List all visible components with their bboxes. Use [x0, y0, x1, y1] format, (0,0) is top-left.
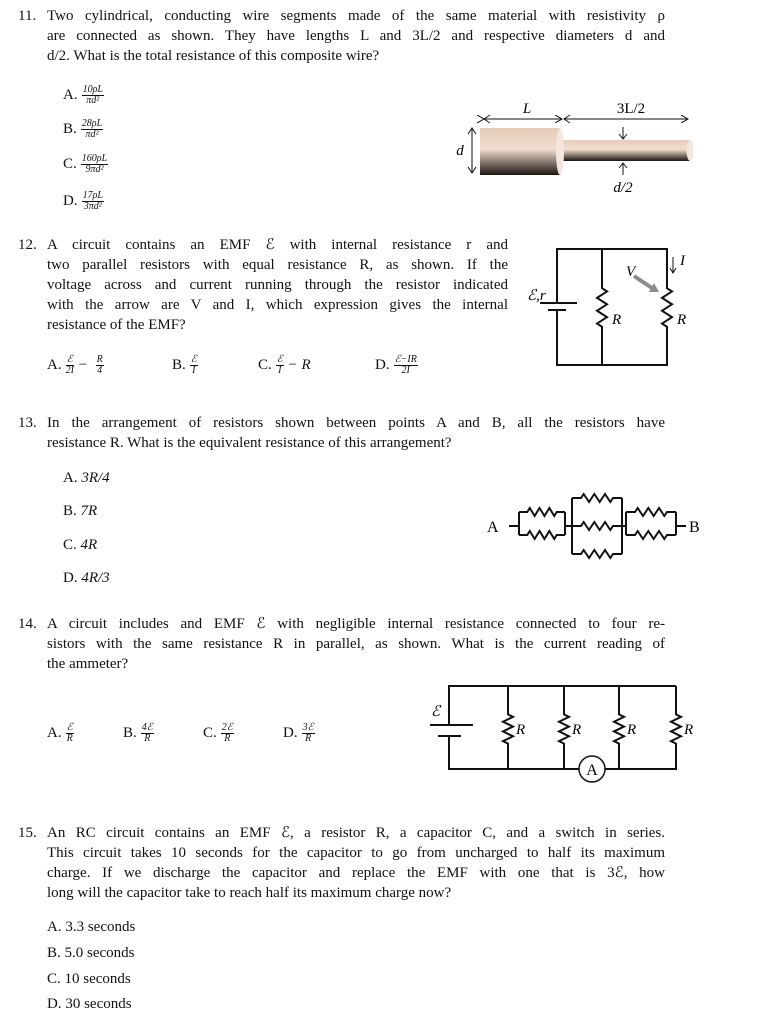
emf-label: ℰ,r: [527, 288, 546, 304]
numerator: 2ℰ: [221, 722, 233, 734]
numerator: 4ℰ: [141, 722, 153, 734]
resistor-4: [671, 712, 681, 746]
resistor-label: R: [677, 312, 687, 328]
resistor-1: [597, 285, 607, 330]
emf-label: ℰ: [431, 704, 441, 720]
resistor-label: R: [627, 722, 637, 738]
question-number: 11.: [18, 8, 37, 24]
question-text: A circuit includes and EMF ℰ with negligible internal resistance connected to four re-: [47, 616, 665, 632]
numerator: 160ρL: [81, 153, 108, 165]
length-label-l: L: [522, 101, 532, 117]
option-label: B.: [47, 945, 61, 961]
question-text: two parallel resistors with equal resistance R, as shown. If the: [47, 257, 508, 273]
option-label: A.: [47, 919, 62, 935]
option-label: B.: [123, 725, 137, 741]
option-label: D.: [375, 357, 390, 373]
question-text: the ammeter?: [47, 656, 129, 672]
denominator: 3πd²: [83, 201, 102, 213]
question-text: A circuit contains an EMF ℰ with internal resistance r and: [47, 237, 508, 253]
circuit-q12: [540, 249, 676, 365]
length-label-3l2: 3L/2: [616, 101, 646, 117]
question-number: 12.: [18, 237, 37, 253]
option-label: C.: [63, 537, 77, 553]
denominator: 2I: [401, 365, 410, 377]
option-text: 4R/3: [81, 570, 110, 586]
option-text: 7R: [80, 503, 98, 519]
question-text: resistance of the EMF?: [47, 317, 186, 333]
resistor: [572, 522, 622, 530]
numerator: ℰ−IR: [394, 354, 417, 366]
option-label: C.: [63, 156, 77, 172]
denominator: 4: [97, 365, 103, 377]
point-b-label: B: [689, 519, 700, 536]
denominator: πd²: [85, 129, 99, 141]
question-number: 14.: [18, 616, 37, 632]
question-text: sistors with the same resistance R in parallel, as shown. What is the current reading of: [47, 636, 665, 652]
question-text: This circuit takes 10 seconds for the capacitor to go from uncharged to half its maximum: [47, 845, 665, 861]
thin-cylinder: [560, 140, 690, 161]
option-label: C.: [203, 725, 217, 741]
resistor-label: R: [572, 722, 582, 738]
resistor: [626, 508, 676, 516]
option-label: D.: [63, 193, 78, 209]
question-text: d/2. What is the total resistance of this composite wire?: [47, 48, 380, 64]
resistor-3: [614, 712, 624, 746]
resistor-network-q13: [509, 494, 686, 558]
option-label: B.: [63, 121, 77, 137]
resistor-2: [662, 285, 672, 330]
option-text: 30 seconds: [65, 996, 132, 1012]
option-text: 3R/4: [81, 470, 110, 486]
denominator: R: [66, 733, 73, 745]
denominator: πd²: [86, 95, 100, 107]
resistor: [519, 508, 565, 516]
resistor: [519, 531, 565, 539]
diameter-label-d: d: [456, 143, 464, 159]
denominator: I: [192, 365, 196, 377]
indicator-arrow: [634, 276, 652, 288]
option-label: B.: [172, 357, 186, 373]
circuit-q14: [430, 686, 681, 782]
question-text: Two cylindrical, conducting wire segments made of the same material with resistivity ρ: [47, 8, 665, 24]
option-label: A.: [63, 470, 78, 486]
option-label: A.: [47, 357, 62, 373]
point-a-label: A: [487, 519, 499, 536]
expression-tail: − R: [283, 357, 311, 373]
numerator: 10ρL: [82, 84, 103, 96]
numerator: 17ρL: [82, 190, 103, 202]
thick-cylinder-end: [556, 128, 564, 175]
question-text: with the arrow are V and I, which expression gives the internal: [47, 297, 508, 313]
diameter-label-d2: d/2: [613, 180, 633, 196]
denominator: R: [224, 733, 231, 745]
expression-tail: −: [73, 357, 92, 373]
resistor: [626, 531, 676, 539]
denominator: 9πd²: [85, 164, 104, 176]
option-text: 4R: [80, 537, 98, 553]
question-text: voltage across and current running through the resistor indicated: [47, 277, 508, 293]
option-label: A.: [63, 87, 78, 103]
denominator: 2I: [65, 365, 74, 377]
composite-wire-figure: [456, 101, 693, 196]
current-label: I: [680, 253, 685, 269]
option-text: 10 seconds: [64, 971, 131, 987]
ammeter-label: A: [586, 762, 598, 779]
voltage-label: V: [626, 264, 636, 280]
question-text: long will the capacitor take to reach half its maximum charge now?: [47, 885, 452, 901]
resistor-label: R: [516, 722, 526, 738]
numerator: 3ℰ: [302, 722, 314, 734]
question-number: 13.: [18, 415, 37, 431]
option-label: C.: [258, 357, 272, 373]
option-text: 5.0 seconds: [64, 945, 135, 961]
question-text: resistance R. What is the equivalent resistance of this arrangement?: [47, 435, 452, 451]
numerator: R: [96, 354, 103, 366]
resistor: [572, 494, 622, 502]
denominator: R: [144, 733, 151, 745]
option-label: B.: [63, 503, 77, 519]
current-arrow: [670, 257, 676, 273]
numerator: ℰ: [66, 722, 73, 734]
question-text: An RC circuit contains an EMF ℰ, a resistor R, a capacitor C, and a switch in series.: [47, 825, 665, 841]
thin-cylinder-end: [687, 140, 694, 161]
option-label: D.: [63, 570, 78, 586]
wires: [449, 686, 676, 769]
numerator: ℰ: [276, 354, 283, 366]
option-label: D.: [283, 725, 298, 741]
thick-cylinder: [480, 128, 560, 175]
resistor: [572, 550, 622, 558]
numerator: ℰ: [190, 354, 197, 366]
resistor-2: [559, 712, 569, 746]
resistor-label: R: [684, 722, 694, 738]
numerator: 28ρL: [81, 118, 103, 130]
option-text: 3.3 seconds: [65, 919, 136, 935]
denominator: R: [305, 733, 312, 745]
denominator: I: [278, 365, 282, 377]
wires: [557, 249, 667, 365]
question-text: are connected as shown. They have lengths L and 3L/2 and respective diameters d and: [47, 28, 665, 44]
option-label: A.: [47, 725, 62, 741]
resistor-1: [503, 712, 513, 746]
option-label: D.: [47, 996, 62, 1012]
question-number: 15.: [18, 825, 37, 841]
question-text: charge. If we discharge the capacitor and replace the EMF with one that is 3ℰ, how: [47, 865, 665, 881]
resistor-label: R: [612, 312, 622, 328]
numerator: ℰ: [66, 354, 73, 366]
question-text: In the arrangement of resistors shown between points A and B, all the resistors have: [47, 415, 665, 431]
option-label: C.: [47, 971, 61, 987]
